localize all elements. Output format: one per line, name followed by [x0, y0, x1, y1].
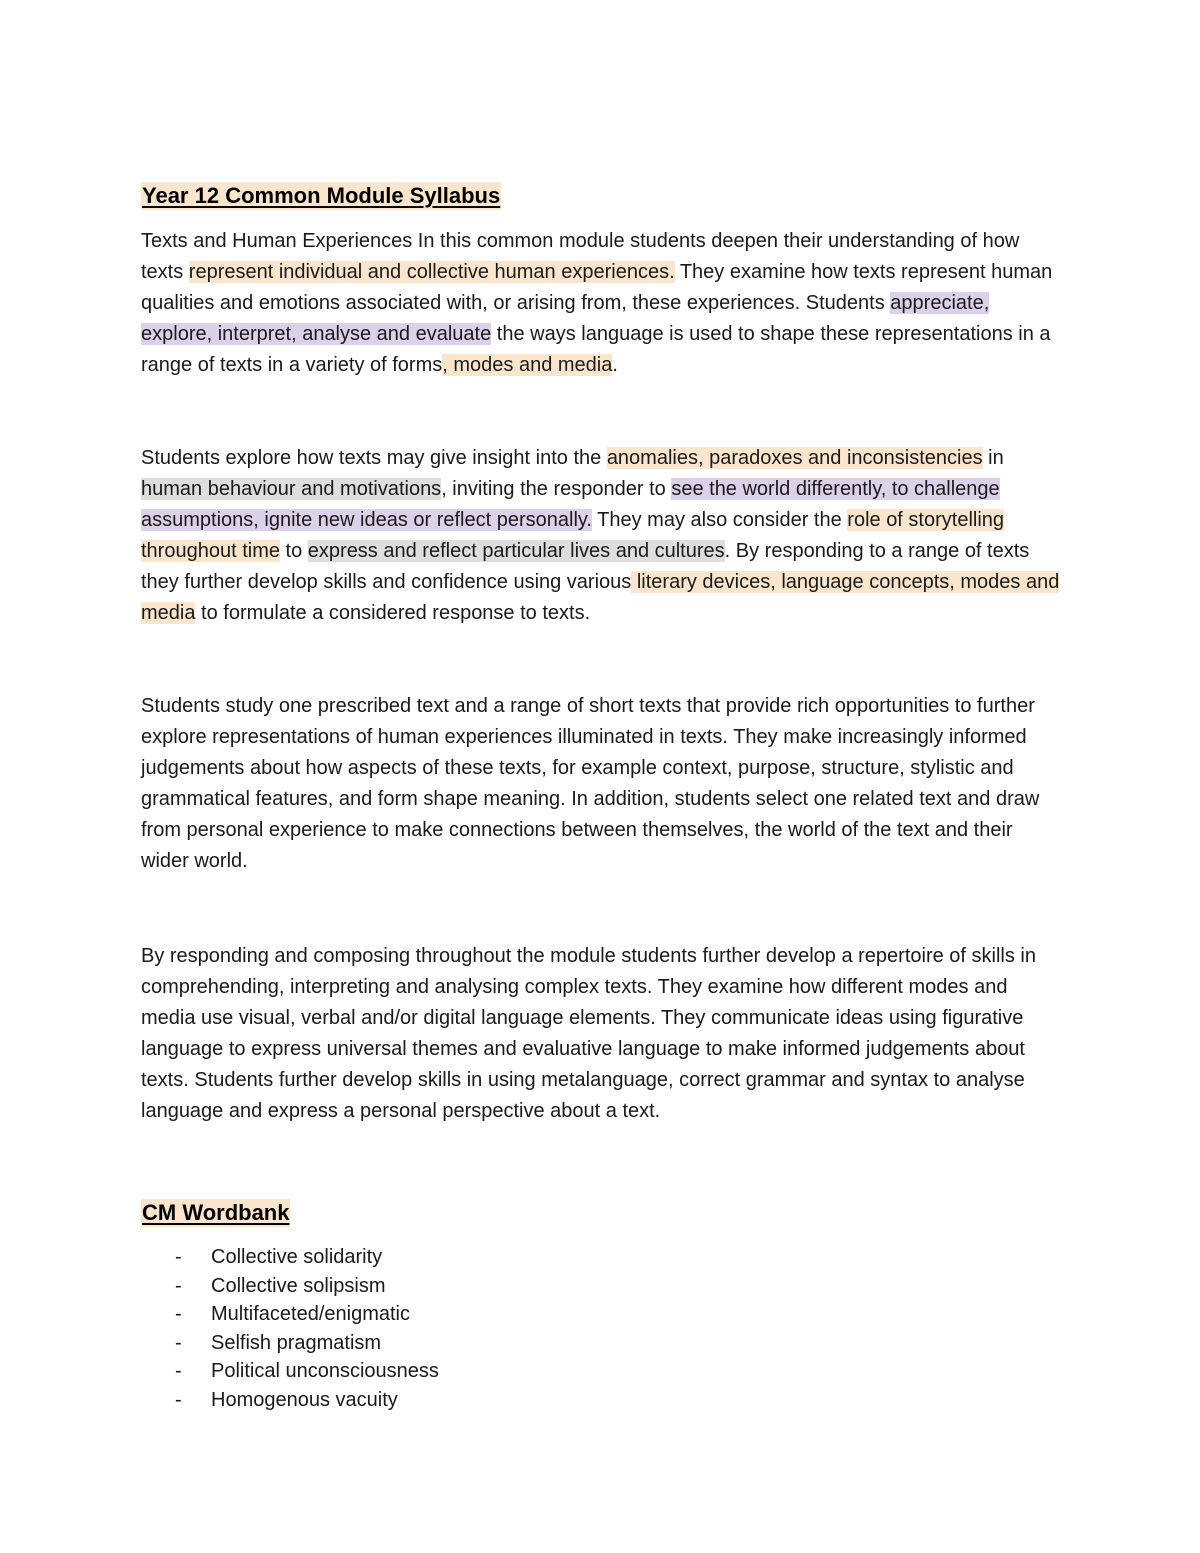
list-item: [141, 1329, 439, 1358]
highlight-gray: express and reflect particular lives and cultures: [307, 540, 725, 562]
text-segment: in: [982, 447, 1004, 469]
highlight-orange: literary devices, language concepts, modes and media: [141, 571, 1060, 624]
text-segment: the ways language is used to shape these representations in a range of texts in a variety of forms: [141, 323, 1051, 376]
list-item-label: Selfish pragmatism: [211, 1331, 382, 1354]
highlight-orange: anomalies, paradoxes and inconsistencies: [606, 447, 983, 469]
text-segment: They may also consider the: [591, 509, 848, 531]
wordbank-list: [141, 1243, 439, 1415]
highlight-orange: , modes and media: [442, 354, 613, 376]
list-item: [141, 1357, 439, 1386]
paragraph-students-explore: [141, 443, 1061, 629]
list-item: [141, 1243, 439, 1272]
list-item: [141, 1386, 439, 1415]
dash-bullet: -: [175, 1360, 182, 1383]
paragraph-students-study: Students study one prescribed text and a range of short texts that provide rich opportunities to further explore representations of human experiences illuminated in texts. They make increasingly informed judgements about how aspects of these texts, for example context, purpose, structure, stylistic and grammatical features, and form shape meaning. In addition, students select one related text and draw from personal experience to make connections between themselves, the world of the text and their wider world.: [141, 695, 1040, 872]
highlight-purple: appreciate, explore, interpret, analyse and evaluate: [141, 292, 990, 345]
text-segment: They examine how texts represent human qualities and emotions associated with, or arising from, these experiences. Students: [141, 261, 1053, 314]
dash-bullet: -: [175, 1331, 182, 1354]
highlight-purple: see the world differently, to challenge assumptions, ignite new ideas or reflect personally.: [141, 478, 1000, 531]
text-segment: . By responding to a range of texts they further develop skills and confidence using various: [141, 540, 1030, 593]
list-item: [141, 1300, 439, 1329]
paragraph-responding-and-composing: By responding and composing throughout the module students further develop a repertoire of skills in comprehending, interpreting and analysing complex texts. They examine how different modes and media use visual, verbal and/or digital language elements. They communicate ideas using figurative language to express universal themes and evaluative language to make informed judgements about texts. Students further develop skills in using metalanguage, correct grammar and syntax to analyse language and express a personal perspective about a text.: [141, 945, 1036, 1122]
text-segment: .: [612, 354, 618, 376]
text-segment: to: [279, 540, 308, 562]
list-item-label: Collective solidarity: [211, 1246, 383, 1268]
highlight-gray: human behaviour and motivations: [141, 478, 442, 500]
highlight-orange: role of storytelling throughout time: [141, 509, 1005, 562]
dash-bullet: -: [175, 1274, 182, 1297]
list-item-label: Collective solipsism: [211, 1274, 386, 1297]
page-title: Year 12 Common Module Syllabus: [142, 183, 501, 208]
wordbank-heading: CM Wordbank: [142, 1200, 290, 1225]
paragraph-texts-and-human-experiences: [141, 226, 1061, 381]
text-segment: Students explore how texts may give insight into the: [141, 447, 607, 469]
list-item-label: Multifaceted/enigmatic: [211, 1303, 410, 1326]
highlight-orange: represent individual and collective human experiences.: [188, 261, 675, 283]
dash-bullet: -: [175, 1246, 182, 1268]
list-item-label: Homogenous vacuity: [211, 1388, 398, 1411]
text-segment: Texts and Human Experiences In this common module students deepen their understanding of how texts: [141, 230, 1020, 283]
text-segment: to formulate a considered response to texts.: [195, 602, 591, 624]
dash-bullet: -: [175, 1388, 182, 1411]
list-item: [141, 1272, 439, 1301]
list-item-label: Political unconsciousness: [211, 1360, 439, 1383]
dash-bullet: -: [175, 1303, 182, 1326]
text-segment: , inviting the responder to: [441, 478, 672, 500]
